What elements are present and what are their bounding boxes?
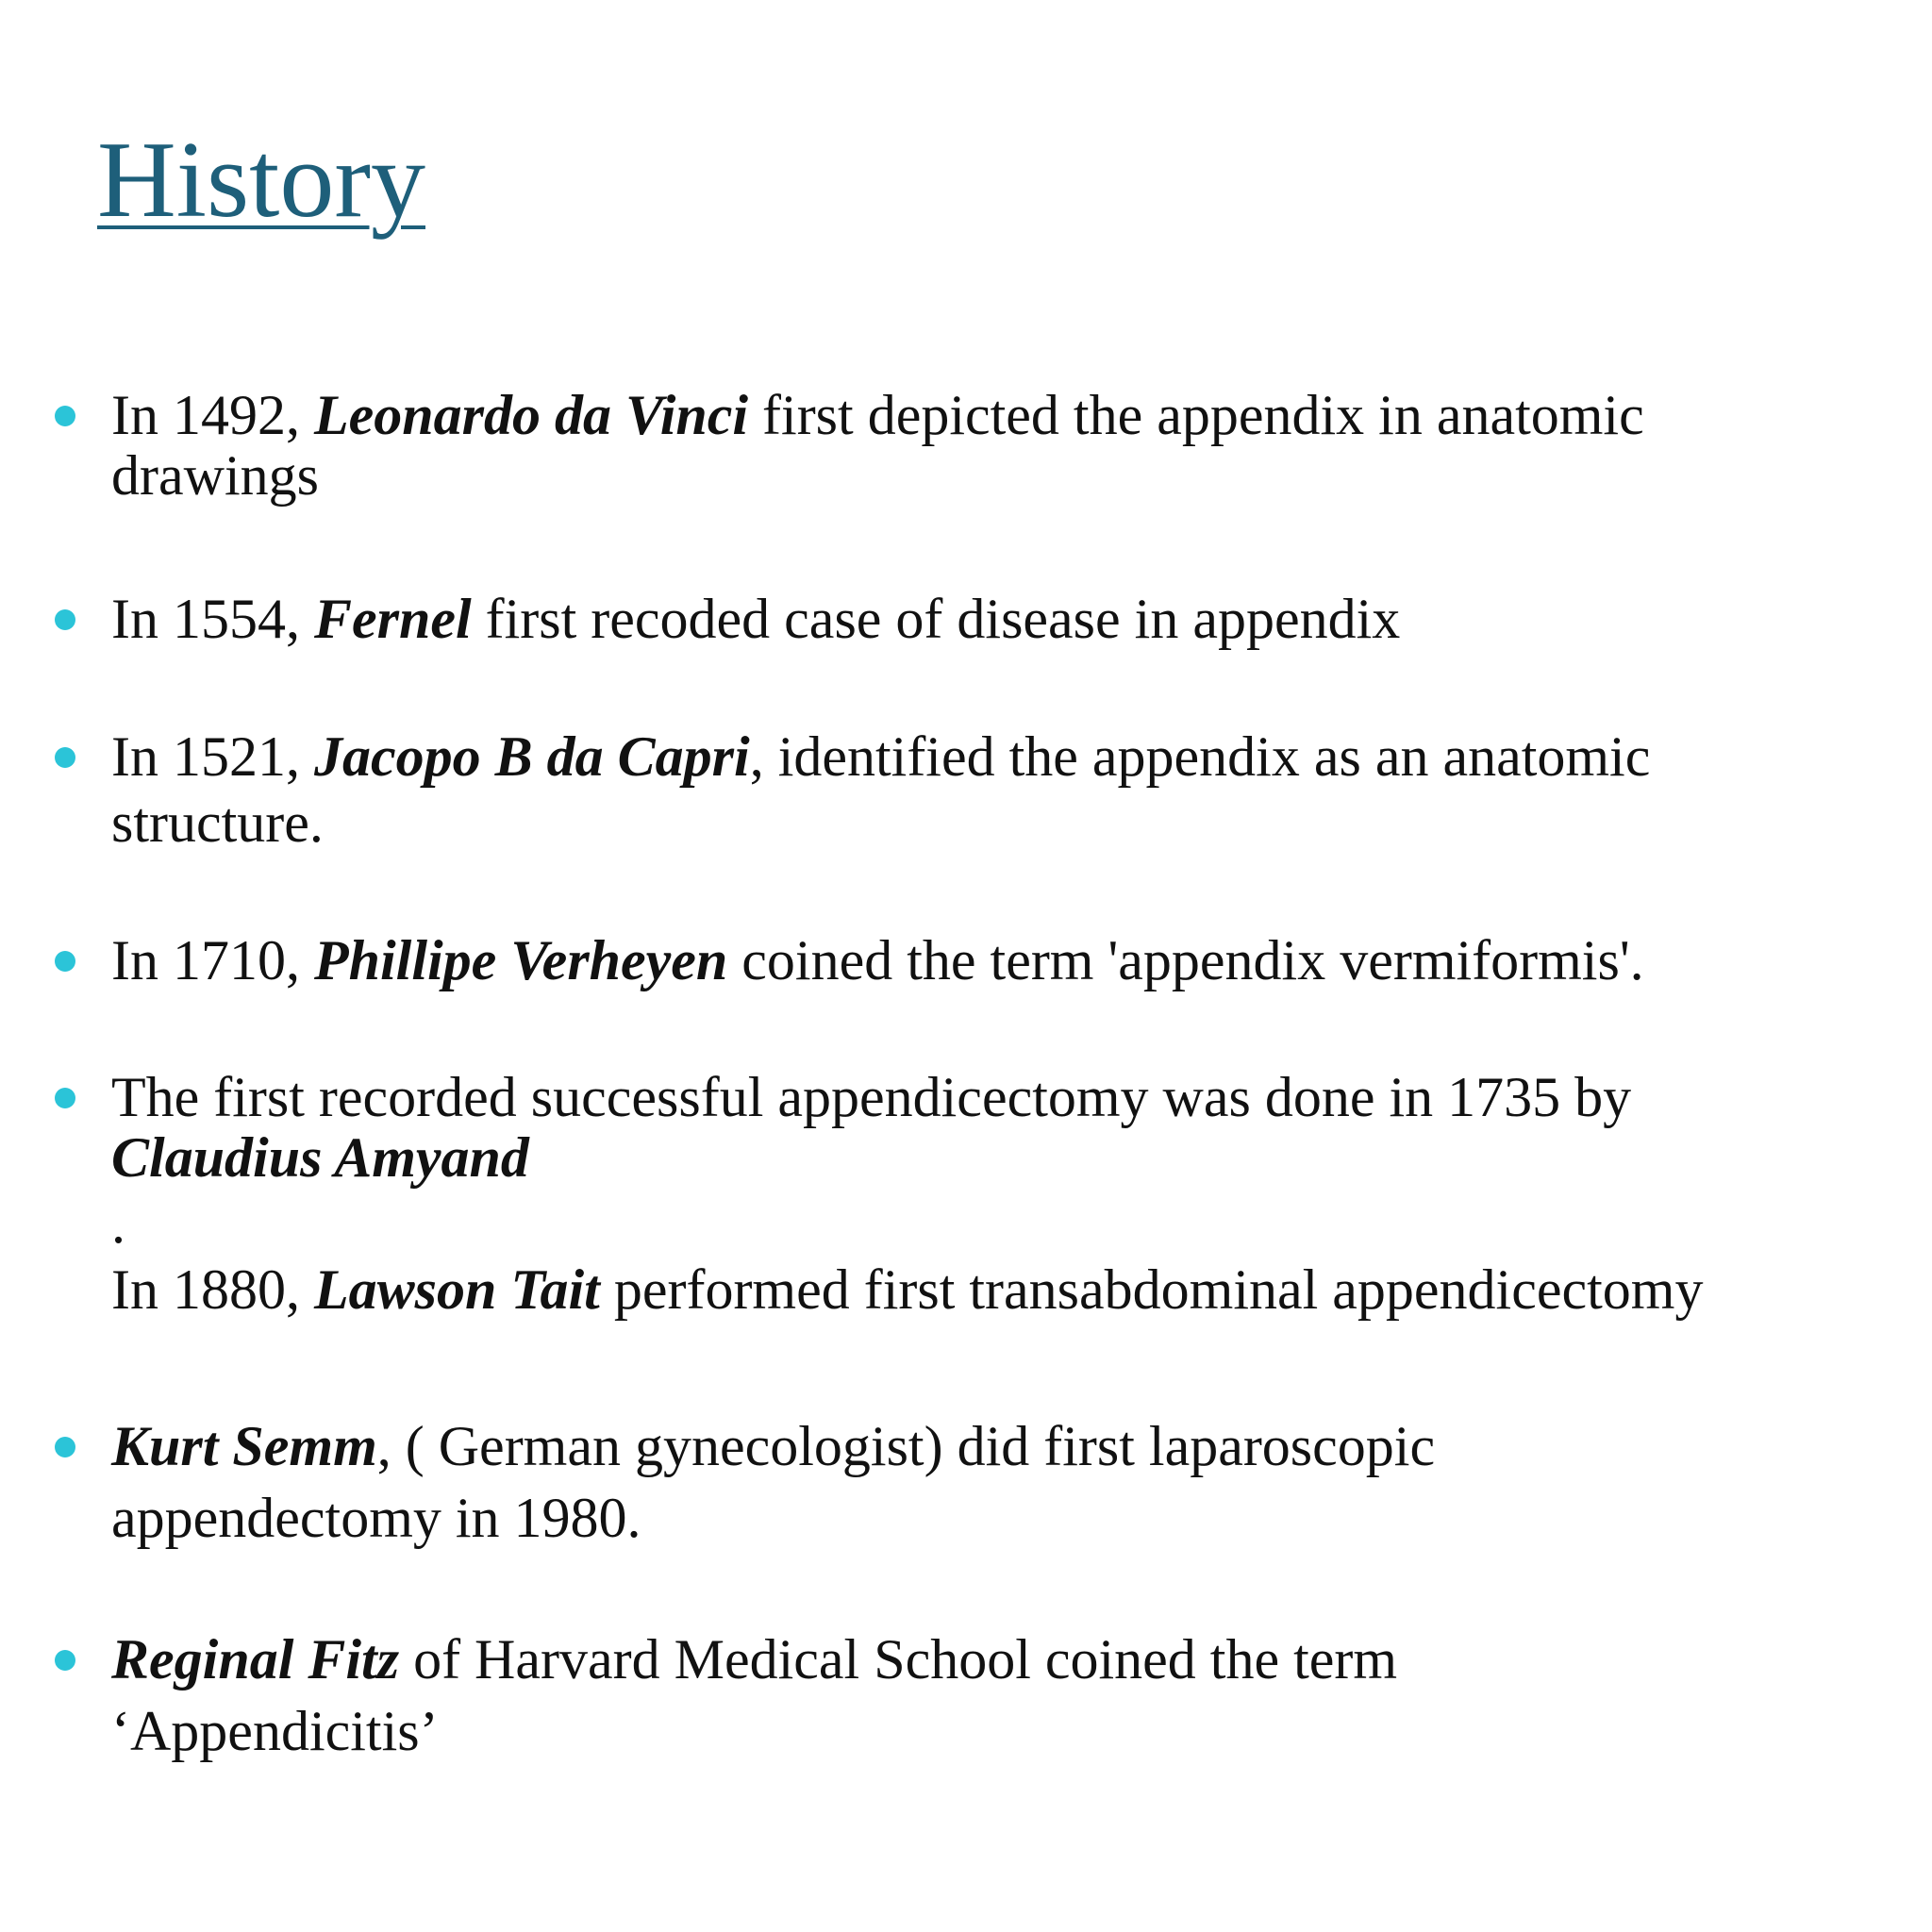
item-continuation: structure. bbox=[111, 791, 324, 854]
item-suffix: first recoded case of disease in appendix bbox=[471, 588, 1401, 650]
bullet-dot-icon bbox=[55, 747, 75, 768]
bullet-dot-icon bbox=[55, 1088, 75, 1108]
bullet-dot-icon bbox=[55, 609, 75, 630]
person-name: Claudius Amyand bbox=[111, 1126, 529, 1189]
list-item-text bbox=[111, 726, 1800, 853]
person-name: Reginal Fitz bbox=[111, 1628, 400, 1690]
item-continuation: drawings bbox=[111, 444, 319, 507]
item-prefix: In 1880, bbox=[111, 1258, 314, 1321]
item-suffix: , identified the appendix as an anatomic bbox=[749, 725, 1651, 788]
person-name: Lawson Tait bbox=[313, 1258, 600, 1321]
item-prefix: In 1554, bbox=[111, 588, 314, 650]
item-suffix: of Harvard Medical School coined the term bbox=[399, 1628, 1398, 1690]
slide-title: History bbox=[97, 120, 425, 241]
bullet-dot-icon bbox=[55, 406, 75, 426]
bullet-dot-icon bbox=[55, 1650, 75, 1671]
bullet-dot-icon bbox=[55, 1437, 75, 1457]
list-item-text bbox=[111, 1629, 1800, 1761]
sub-item-1880 bbox=[111, 1259, 1800, 1320]
item-suffix: , ( German gynecologist) did first laparoscopic bbox=[376, 1415, 1436, 1477]
item-continuation: ‘Appendicitis’ bbox=[111, 1700, 439, 1762]
person-name: Kurt Semm bbox=[111, 1415, 377, 1477]
person-name: Fernel bbox=[313, 588, 472, 650]
person-name: Phillipe Verheyen bbox=[313, 929, 728, 991]
item-prefix: In 1521, bbox=[111, 725, 314, 788]
list-item-text bbox=[111, 1416, 1800, 1548]
list-item-text bbox=[111, 930, 1800, 991]
item-suffix: performed first transabdominal appendicectomy bbox=[599, 1258, 1704, 1321]
item-suffix: first depicted the appendix in anatomic bbox=[748, 384, 1644, 446]
bullet-dot-icon bbox=[55, 951, 75, 972]
list-item-text bbox=[111, 385, 1800, 506]
item-continuation: appendectomy in 1980. bbox=[111, 1487, 641, 1549]
item-prefix: In 1710, bbox=[111, 929, 314, 991]
item-suffix: coined the term 'appendix vermiformis'. bbox=[727, 929, 1644, 991]
list-item-text bbox=[111, 1067, 1800, 1320]
person-name: Leonardo da Vinci bbox=[313, 384, 749, 446]
list-item-text bbox=[111, 589, 1800, 649]
person-name: Jacopo B da Capri bbox=[313, 725, 750, 788]
item-prefix: In 1492, bbox=[111, 384, 314, 446]
stray-period: . bbox=[111, 1192, 125, 1255]
item-prefix: The first recorded successful appendicectomy was done in 1735 by bbox=[111, 1066, 1632, 1128]
